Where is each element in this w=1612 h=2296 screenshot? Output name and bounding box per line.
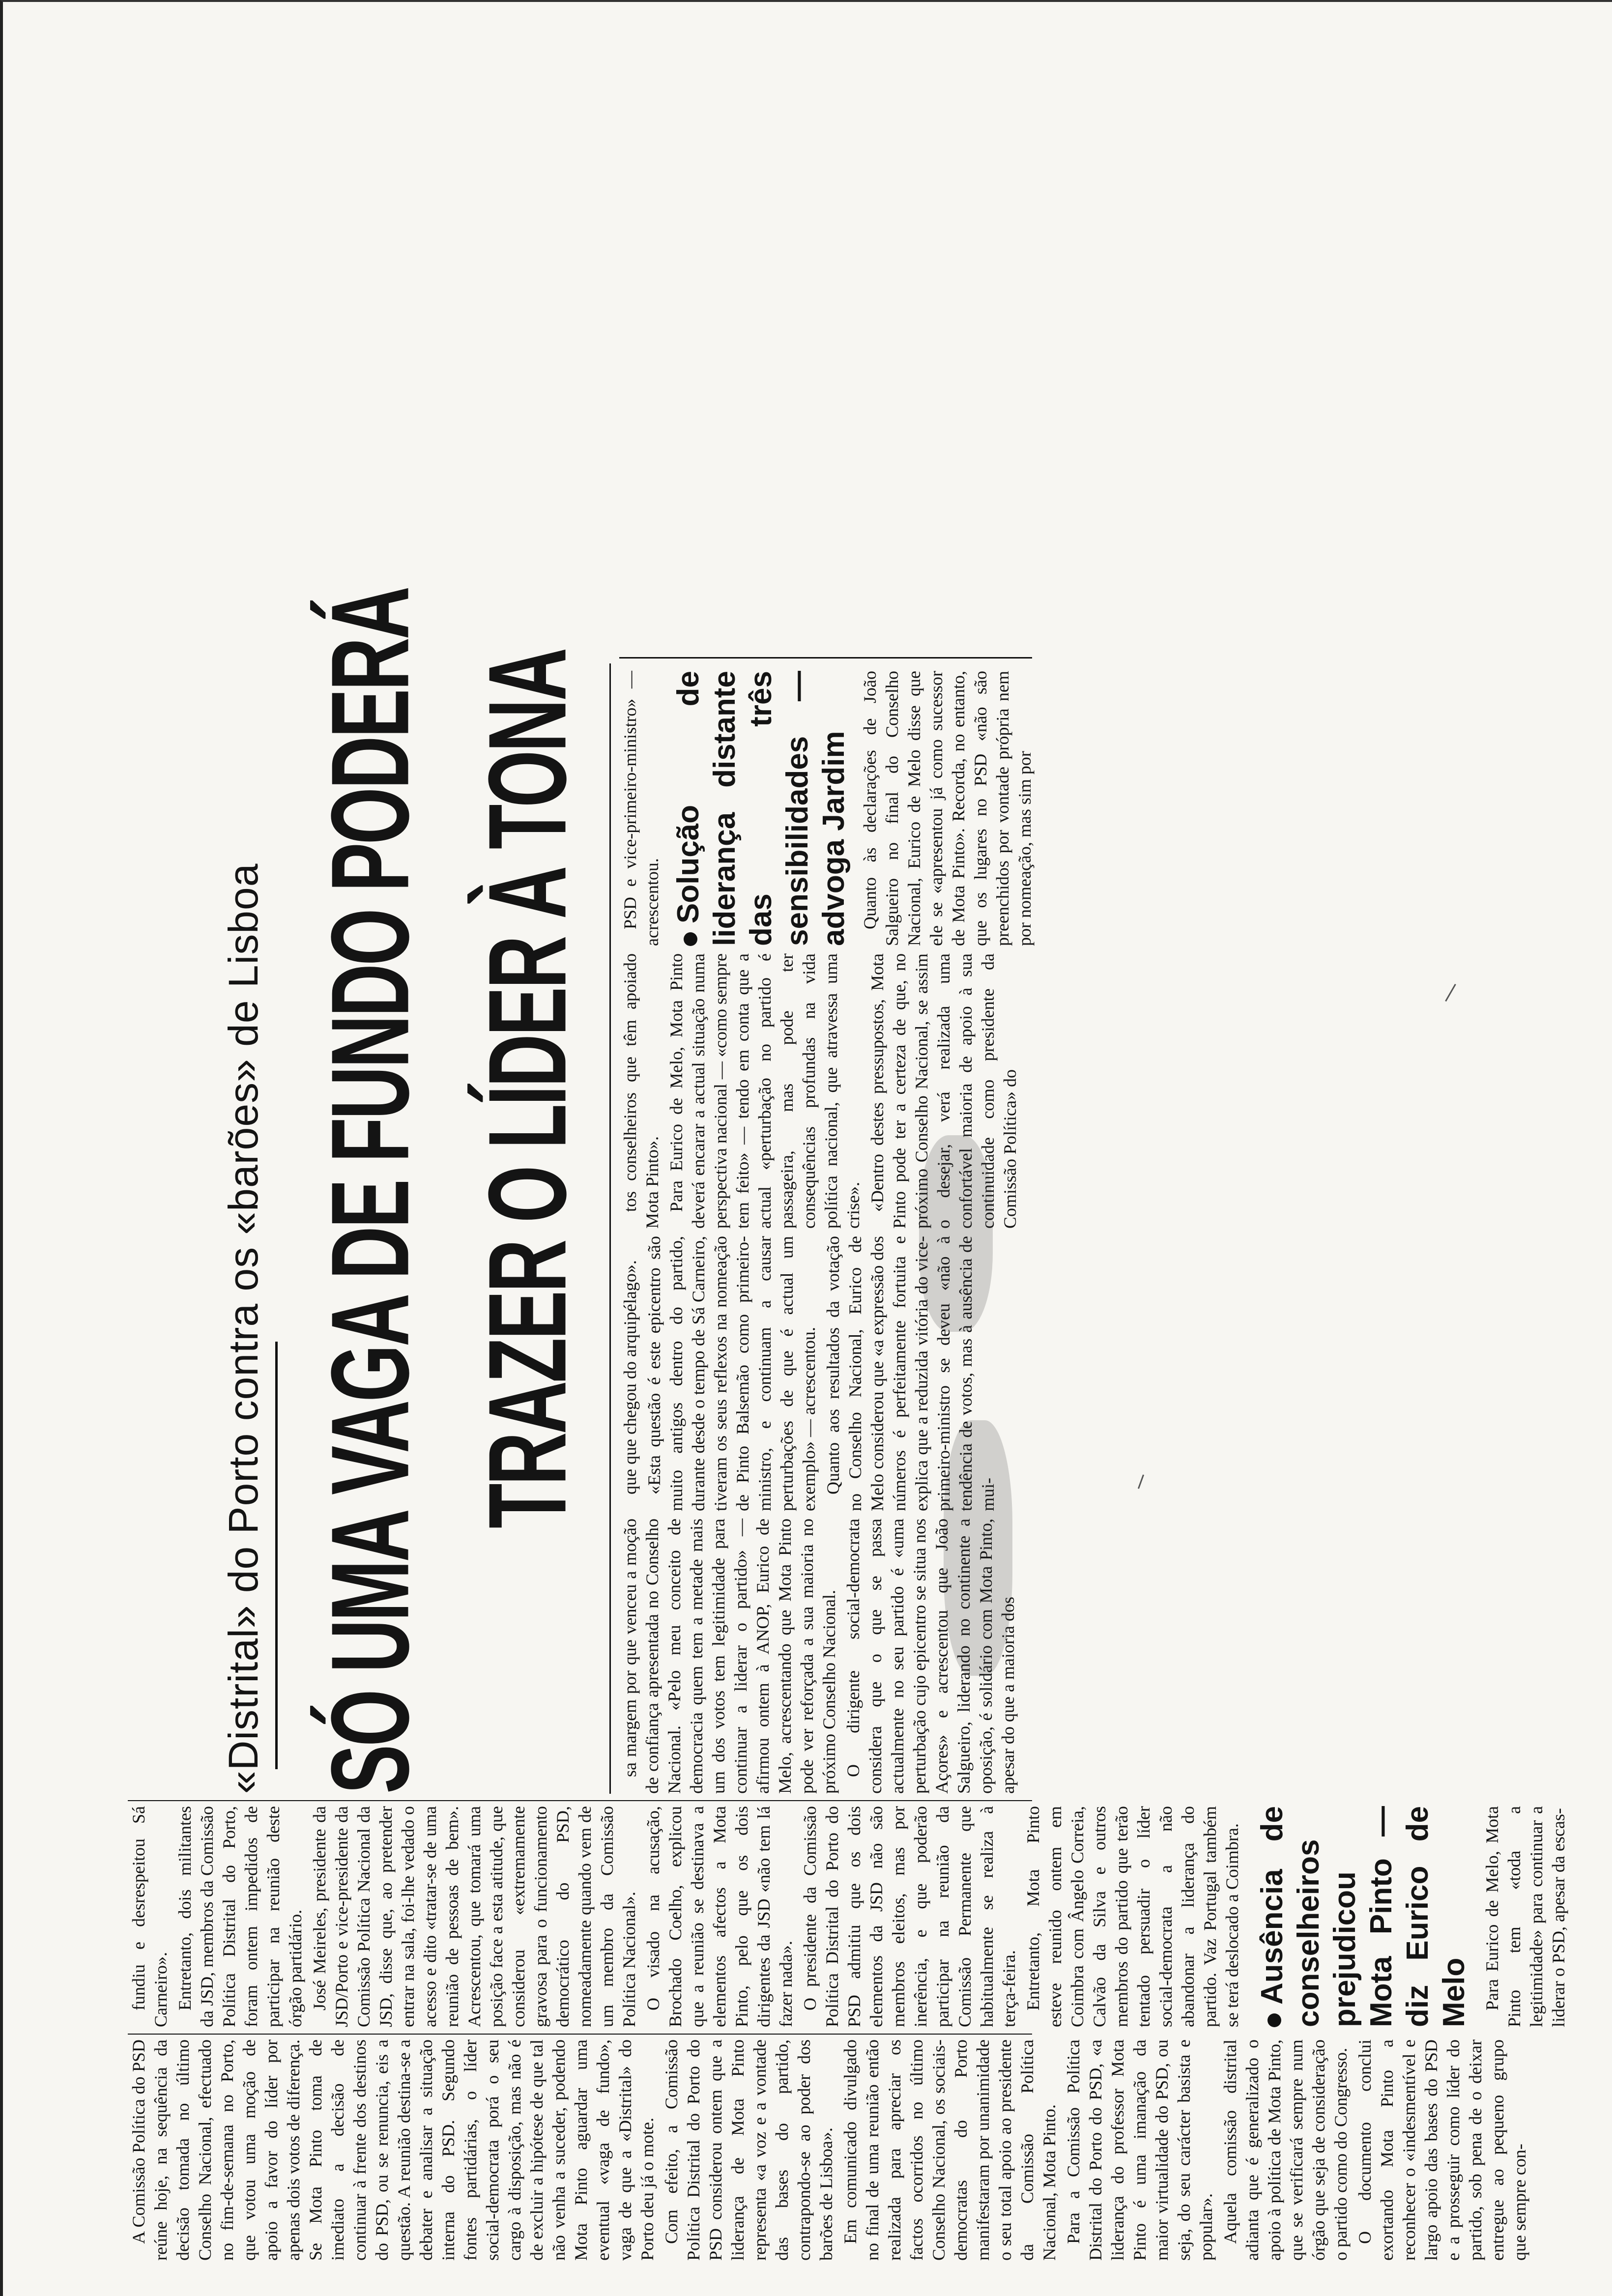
col3-para: sa margem por que venceu a moção de confiança apresentada no Conselho Nacional. «Pelo meu conceito de democracia quem tem a metade mais um dos votos tem legitimidade para continuar a liderar o partido» — afirmou ontem à ANOP, Eurico de Melo, acrescentando que Mota Pinto pode ver reforçada a sua maioria no próximo Conselho Nacional. [620, 1519, 839, 1794]
col2-para: Entretanto, dois militantes da JSD, membros da Comissão Política Distrital do Porto, foram ontem impedidos de participar na reunião deste órgão partidário. [175, 1806, 305, 2027]
col1-para: Em comunicado divulgado no final de uma reunião então realizada para apreciar os factos ocorridos no último Conselho Nacional, os sociais-democratas do Porto manifestaram por unanimidade o seu total apoio ao presidente da Comissão Política Nacional, Mota Pinto. [840, 2039, 1059, 2261]
newspaper-clipping [108, 231, 1568, 2266]
rotated-article [108, 231, 1568, 2266]
article-top-rule [609, 663, 611, 1794]
col5-para: «Dentro destes pressupostos, Mota Pinto pode ter a certeza de que, no próximo Conselho Nacional, se assim o desejar, verá realizada uma confortável maioria de apoio à sua continuidade como presidente da Comissão Política» do [867, 953, 1020, 1229]
col2-para: José Meireles, presidente da JSD/Porto e vice-presidente da Comissão Política Nacional da JSD, disse que, ao pretender entrar na sala, foi-lhe vedado o acesso e dito «tratar-se de uma reunião de pessoas de bem». Acrescentou, que tomará uma posição face a esta atitude, que considerou «extremamente gravosa para o funcionamento democrático do PSD, nomeadamente quando vem de um membro da Comissão Política Nacional». [310, 1806, 639, 2027]
col4-para: que que chegou do arquipélago». [620, 1260, 640, 1494]
column-6 [619, 671, 1035, 946]
bullet-icon [684, 932, 697, 946]
kicker-headline: «Distrital» do Porto contra os «barões» de Lisboa [220, 863, 266, 1794]
col2-para: Para Eurico de Melo, Mota Pinto tem «toda a legitimidade» para continuar a liderar o PSD, apesar da escas- [1482, 1806, 1568, 2027]
col2-para: Entretanto, Mota Pinto esteve reunido ontem em Coimbra com Ângelo Correia, Calvão da Silva e outros membros do partido que terão tentado persuadir o líder social-democrata a não abandonar a liderança do partido. Vaz Portugal também se terá deslocado a Coimbra. [1023, 1806, 1242, 2027]
col4-para: Quanto aos resultados da votação no Conselho Nacional, Eurico de Melo considerou que «a expressão dos números é perfeitamente fortuita e explica que a reduzida vitória do vice-primeiro-ministro se deveu «não à tendência de votos, mas à ausência de mui- [823, 1236, 998, 1511]
col1-para: O documento conclui exortando Mota Pinto a reconhecer o «indesmentível e largo apoio das bases do PSD e a prosseguir como líder do partido, sob pena de o deixar entregue ao pequeno grupo que sempre con- [1355, 2039, 1529, 2261]
col5-para: Para Eurico de Melo, Mota Pinto deverá encarar a actual situação numa perspectiva nacional — «como sempre tem feito» — tendo em conta que a actual «perturbação no partido é passageira, mas pode ter consequências profundas na vida política nacional, que atravessa uma crise». [666, 953, 863, 1229]
col1-para: Aquela comissão distrital adianta que é generalizado o apoio à política de Mota Pinto, que se verificará sempre num órgão que seja de consideração o partido como do Congresso. [1220, 2039, 1351, 2261]
subheading-jardim: Solução de liderança distante das três sensibilidades — advoga Jardim [671, 671, 851, 946]
main-headline-line-2: TRAZER O LÍDER À TONA [465, 649, 589, 1528]
scan-smudge [919, 1135, 993, 1332]
main-headline-line-1: SÓ UMA VAGA DE FUNDO PODERÁ [308, 588, 432, 1794]
column-2 [128, 1806, 1568, 2027]
column-divider [128, 1800, 1032, 1801]
col1-para: A Comissão Política do PSD reúne hoje, na sequência da decisão tomada no último Conselho Nacional, efectuado no fim-de-semana no Porto, que votou uma moção de apoio a favor do líder por apenas dois votos de diferença. Se Mota Pinto toma de imediato a decisão de continuar à frente dos destinos do PSD, ou se renuncia, eis a questão. A reunião destina-se a debater e analisar a situação interna do PSD. Segundo fontes partidárias, o líder social-democrata porá o seu cargo à disposição, mas não é de excluir a hipótese de que tal não venha a suceder, podendo Mota Pinto aguardar uma eventual «vaga de fundo», vaga de que a «Distrital» do Porto deu já o mote. [129, 2039, 657, 2261]
col2-para: fundiu e desrespeitou Sá Carneiro». [129, 1806, 171, 2027]
bullet-icon [1267, 2013, 1281, 2027]
col3-para: O dirigente social-democrata considera que o que se passa actualmente no seu partido é «uma perturbação cujo epicentro se situa nos Açores» e acrescentou que João Salgueiro, liderando no continente a oposição, é solidário com Mota Pinto, apesar do que a maioria dos [843, 1519, 1018, 1794]
col1-para: Com efeito, a Comissão Política Distrital do Porto do PSD considerou ontem que a liderança de Mota Pinto representa «a voz e a vontade das bases do partido, contrapondo-se ao poder dos barões de Lisboa». [662, 2039, 836, 2261]
subheading-eurico: Ausência de conselheiros prejudicou Mota Pinto — diz Eurico de Melo [1255, 1806, 1471, 2027]
scan-smudge [944, 1420, 1012, 1676]
col6-para: PSD e vice-primeiro-ministro» — acrescentou. [620, 671, 662, 946]
col6-para: Quanto às declarações de João Salgueiro no final do Conselho Nacional, Eurico de Melo disse que ele se «apresentou já como sucessor de Mota Pinto». Recorda, no entanto, que os lugares no PSD «não são preenchidos por vontade própria nem por nomeação, mas sim por [860, 671, 1035, 946]
clipping-edge [619, 657, 1032, 659]
column-1 [128, 2039, 1529, 2261]
col1-para: Para a Comissão Política Distrital do Porto do PSD, «a liderança do professor Mota Pinto é uma imanação da maior virtualidade do PSD, ou seja, do seu carácter basista e popular». [1064, 2039, 1216, 2261]
col4-para: «Esta questão é este epicentro são muito antigos dentro do partido, durante desde o tempo de Sá Carneiro, tiveram os seus reflexos na nomeação de Pinto Balsemão como primeiro-ministro, e continuam a causar perturbações de que é actual um exemplo» — acrescentou. [644, 1236, 819, 1511]
col2-para: O presidente da Comissão Política Distrital do Porto do PSD admitiu que os dois elementos da JSD não são membros eleitos, mas por inerência, e que poderão participar na reunião da Comissão Permanente que habitualmente se realiza à terça-feira. [800, 1806, 1019, 2027]
col5-para: tos conselheiros que têm apoiado Mota Pinto». [620, 953, 662, 1229]
kicker-underline [275, 1342, 278, 1769]
column-divider [128, 2034, 1032, 2035]
col2-para: O visado na acusação, Brochado Coelho, explicou que a reunião se destinava a elementos afectos a Mota Pinto, pelo que os dois dirigentes da JSD «não tem lá fazer nada». [643, 1806, 796, 2027]
